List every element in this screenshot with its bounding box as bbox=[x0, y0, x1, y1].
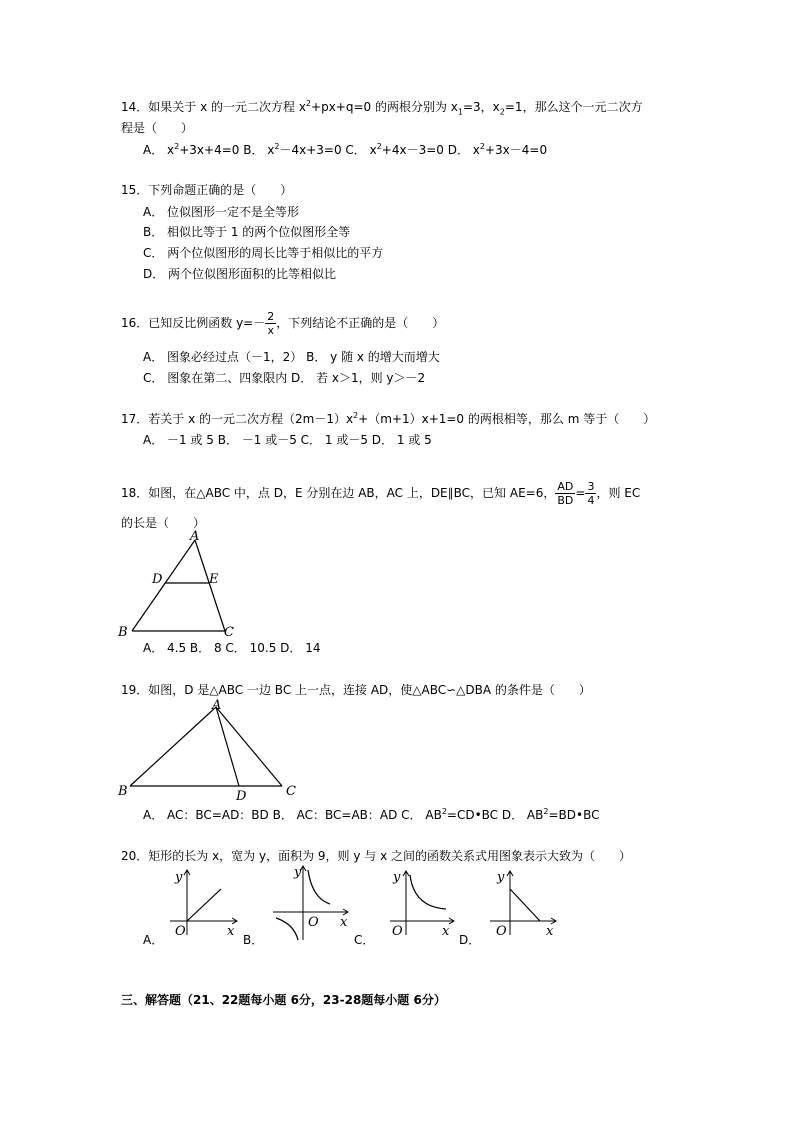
q19-label-a: A bbox=[212, 698, 222, 713]
q18-options: A． 4.5 B． 8 C． 10.5 D． 14 bbox=[143, 641, 321, 655]
q20-graph-d-line bbox=[510, 889, 540, 921]
q16-fraction: $\frac{2}{x}$ bbox=[267, 310, 275, 337]
section-3-title: 三、解答题（21、22题每小题 6分，23-28题每小题 6分） bbox=[121, 993, 446, 1007]
q20-graph-a-x: x bbox=[227, 924, 235, 939]
q14-stem-line2: 程是（ ） bbox=[121, 121, 194, 135]
q15-stem: 15．下列命题正确的是（ ） bbox=[121, 183, 293, 197]
q16-options-line1: A． 图象必经过点（－1，2） B． y 随 x 的增大而增大 bbox=[143, 350, 440, 364]
q20-graph-b-curve2 bbox=[276, 918, 298, 940]
q17-options: A． －1 或 5 B． －1 或－5 C． 1 或－5 D． 1 或 5 bbox=[143, 433, 432, 447]
q20-option-d-label: D． bbox=[459, 933, 481, 947]
q18-stem-line1: 18．如图，在△ABC 中，点 D，E 分别在边 AB，AC 上，DE∥BC，已知 AE=6， $\frac{AD}{BD}$ = $\frac{3}{4}$ ，则 EC bbox=[121, 480, 641, 507]
q19-triangle-figure bbox=[110, 695, 310, 805]
q19-stem: 19．如图，D 是△ABC 一边 BC 上一点，连接 AD，使△ABC∽△DBA 的条件是（ ） bbox=[121, 683, 591, 697]
q20-graph-a-line bbox=[187, 889, 221, 921]
q18-fraction-ad-bd: $\frac{AD}{BD}$ bbox=[557, 480, 574, 507]
q18-label-a: A bbox=[190, 529, 200, 544]
q19-side-ab bbox=[130, 707, 216, 786]
q20-graph-c-y: y bbox=[393, 870, 401, 885]
q19-options: A． AC：BC=AD：BD B． AC：BC=AB：AD C． $AB^2=CD•BC$ D． $AB^2=BD•BC$ bbox=[143, 807, 600, 822]
q20-graph-d-y: y bbox=[497, 870, 505, 885]
q16-options-line2: C． 图象在第二、四象限内 D． 若 x＞1，则 y＞－2 bbox=[143, 371, 426, 385]
q15-option-a: A． 位似图形一定不是全等形 bbox=[143, 205, 300, 219]
q20-option-a-label: A． bbox=[143, 933, 164, 947]
q19-label-d: D bbox=[236, 789, 247, 804]
q20-option-c-label: C． bbox=[354, 933, 375, 947]
q20-graph-b-curve1 bbox=[308, 870, 330, 904]
q20-graph-b-x: x bbox=[340, 915, 348, 930]
q20-graph-c-curve bbox=[410, 875, 446, 909]
q20-graph-b-o: O bbox=[308, 915, 319, 930]
q14-options: A． $x^2+3x+4=0$ B． $x^2-4x+3=0$ C． $x^2+4x-3=0$ D． $x^2+3x-4=0$ bbox=[143, 142, 548, 157]
q20-graph-c bbox=[380, 865, 465, 945]
q19-label-c: C bbox=[286, 784, 296, 799]
q20-graph-b bbox=[268, 860, 358, 945]
q16-stem: 16．已知反比例函数 y=－ $\frac{2}{x}$ ，下列结论不正确的是（ ） bbox=[121, 310, 445, 337]
q20-stem: 20．矩形的长为 x，宽为 y，面积为 9，则 y 与 x 之间的函数关系式用图象表示大致为（ ） bbox=[121, 849, 632, 863]
q14-stem-line1: 14．如果关于 x 的一元二次方程 $x^2+px+q=0$ 的两根分别为 $x_1=3$，$x_2=1$，那么这个一元二次方 bbox=[121, 99, 643, 117]
q20-graph-d bbox=[482, 865, 567, 945]
q18-stem-line2: 的长是（ ） bbox=[121, 516, 206, 530]
q20-graph-c-o: O bbox=[392, 924, 403, 939]
q18-label-d: D bbox=[152, 572, 163, 587]
q18-triangle-figure bbox=[110, 528, 250, 643]
q18-label-c: C bbox=[224, 625, 234, 640]
q15-option-c: C． 两个位似图形的周长比等于相似比的平方 bbox=[143, 246, 384, 260]
q20-graph-c-x: x bbox=[442, 924, 450, 939]
q18-fraction-3-4: $\frac{3}{4}$ bbox=[587, 480, 595, 507]
q20-graph-a-o: O bbox=[175, 924, 186, 939]
q15-option-b: B． 相似比等于 1 的两个位似图形全等 bbox=[143, 225, 351, 239]
q15-option-d: D． 两个位似图形面积的比等相似比 bbox=[143, 267, 337, 281]
q19-label-b: B bbox=[118, 784, 128, 799]
q19-segment-ad bbox=[216, 707, 239, 786]
q20-option-b-label: B． bbox=[243, 933, 264, 947]
q17-stem: 17．若关于 x 的一元二次方程$(2m-1)x^2+(m+1)x+1=0$ 的两根相等，那么 m 等于（ ） bbox=[121, 411, 656, 426]
q20-graph-b-y: y bbox=[294, 865, 302, 880]
q18-label-e: E bbox=[209, 572, 219, 587]
q18-side-ab bbox=[132, 540, 195, 631]
q20-graph-a-y: y bbox=[175, 870, 183, 885]
q19-side-ac bbox=[216, 707, 282, 786]
q18-label-b: B bbox=[118, 625, 128, 640]
q20-graph-d-o: O bbox=[496, 924, 507, 939]
q20-graph-d-x: x bbox=[546, 924, 554, 939]
q20-graph-a bbox=[165, 865, 245, 945]
